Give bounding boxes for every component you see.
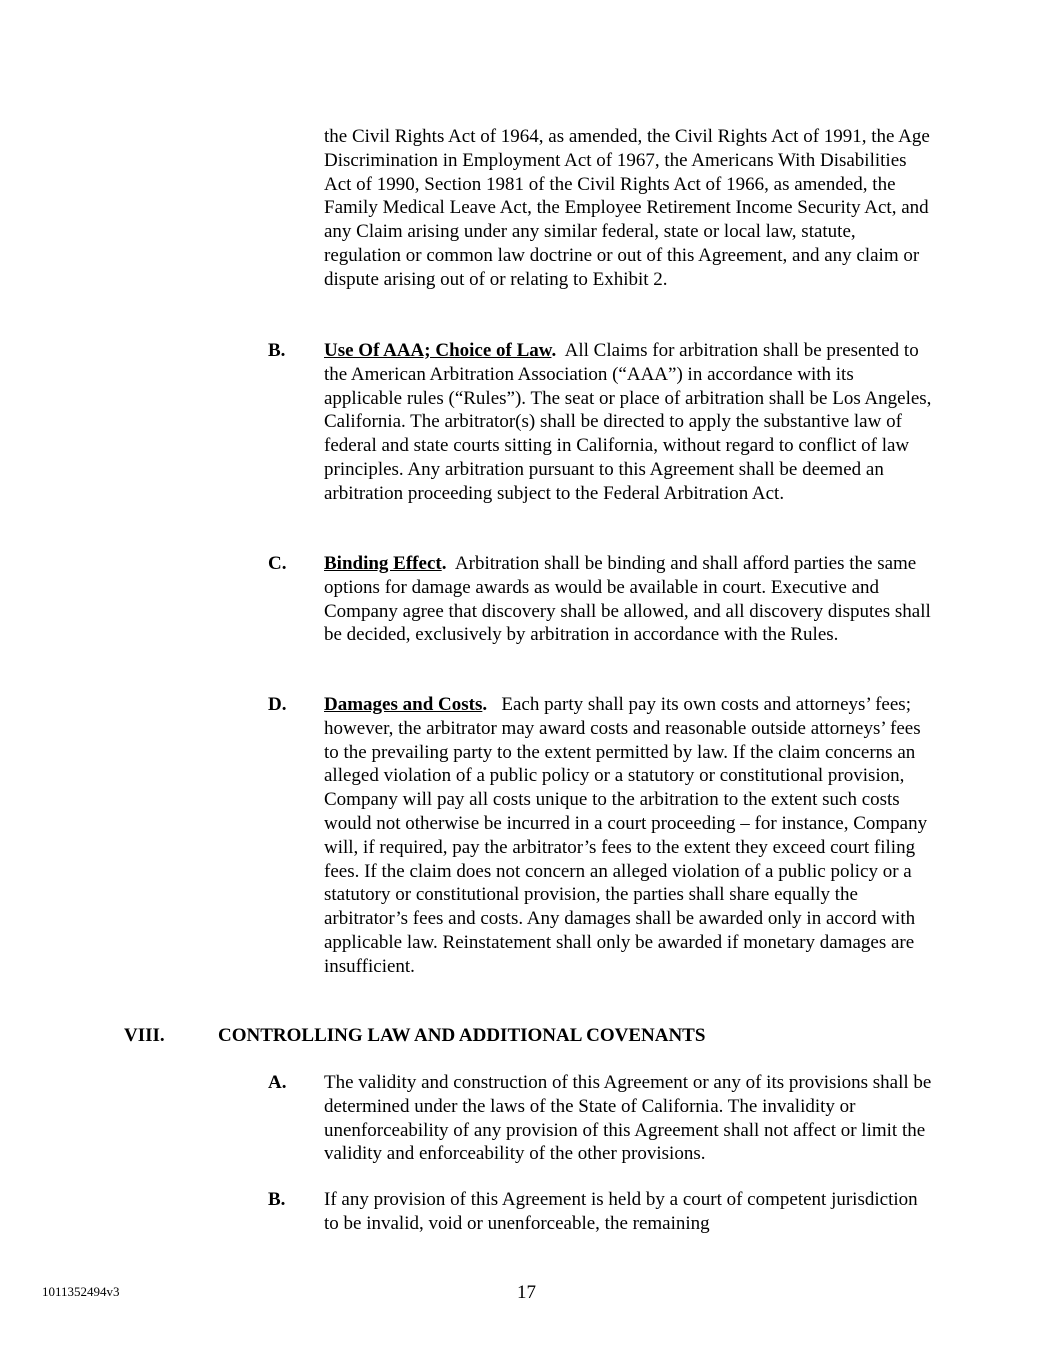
item-d-paragraph: Damages and Costs. Each party shall pay its own costs and attorneys’ fees; however, the arbitrator may award costs and reasonable outside attorneys’ fees to the prevailing party to the extent permitted by law. If the claim concerns an alleged violation of a public policy or a statutory or constitutional provision, Company will pay all costs unique to the arbitration to the extent such costs would not otherwise be incurred in a court proceeding – for instance, Company will, if required, pay the arbitrator’s fees to the extent they exceed court filing fees. If the claim does not concern an alleged violation of a public policy or a statutory or constitutional provision, the parties shall share equally the arbitrator’s fees and costs. Any damages shall be awarded only in accord with applicable law. Reinstatement shall only be awarded if monetary damages are insufficient.: [324, 694, 928, 977]
item-c-heading: Binding Effect: [324, 553, 442, 574]
item-b-heading: Use Of AAA; Choice of Law: [324, 340, 552, 361]
section-item-b-paragraph: If any provision of this Agreement is held by a court of competent jurisdiction to be invalid, void or unenforceable, the remaining: [324, 1189, 918, 1234]
item-b-paragraph: Use Of AAA; Choice of Law. All Claims for arbitration shall be presented to the American Arbitration Association (“AAA”) in accordance with its applicable rules (“Rules”). The seat or place of arbitration shall be Los Angeles, California. The arbitrator(s) shall be directed to apply the substantive law of federal and state courts sitting in California, without regard to conflict of law principles. Any arbitration pursuant to this Agreement shall be deemed an arbitration proceeding subject to the Federal Arbitration Act.: [324, 340, 932, 504]
item-d-heading: Damages and Costs: [324, 694, 483, 715]
item-c-body: Arbitration shall be binding and shall afford parties the same options for damage awards as would be available in court. Executive and Company agree that discovery shall be allowed, and all discovery disputes shall be decided, exclusively by arbitration in accordance with the Rules.: [324, 553, 931, 646]
continuation-paragraph: the Civil Rights Act of 1964, as amended, the Civil Rights Act of 1991, the Age Discrimination in Employment Act of 1967, the Americans With Disabilities Act of 1990, Section 1981 of the Civil Rights Act of 1966, as amended, the Family Medical Leave Act, the Employee Retirement Income Security Act, and any Claim arising under any similar federal, state or local law, statute, regulation or common law doctrine or out of this Agreement, and any claim or dispute arising out of or relating to Exhibit 2.: [324, 126, 930, 290]
document-id: 1011352494v3: [42, 1284, 120, 1299]
item-c-paragraph: Binding Effect. Arbitration shall be binding and shall afford parties the same options for damage awards as would be available in court. Executive and Company agree that discovery shall be allowed, and all discovery disputes shall be decided, exclusively by arbitration in accordance with the Rules.: [324, 553, 931, 646]
section-number: VIII.: [124, 1025, 165, 1046]
section-item-letter-a: A.: [268, 1072, 287, 1093]
section-item-letter-b: B.: [268, 1189, 286, 1210]
section-item-a-paragraph: The validity and construction of this Agreement or any of its provisions shall be determined under the laws of the State of California. The invalidity or unenforceability of any provision of this Agreement shall not affect or limit the validity and enforceability of the other provisions.: [324, 1072, 932, 1165]
item-letter-b: B.: [268, 340, 286, 361]
item-letter-d: D.: [268, 694, 287, 715]
item-d-body: Each party shall pay its own costs and attorneys’ fees; however, the arbitrator may award costs and reasonable outside attorneys’ fees to the prevailing party to the extent permitted by law. If the claim concerns an alleged violation of a public policy or a statutory or constitutional provision, Company will pay all costs unique to the arbitration to the extent such costs would not otherwise be incurred in a court proceeding – for instance, Company will, if required, pay the arbitrator’s fees to the extent they exceed court filing fees. If the claim does not concern an alleged violation of a public policy or a statutory or constitutional provision, the parties shall share equally the arbitrator’s fees and costs. Any damages shall be awarded only in accord with applicable law. Reinstatement shall only be awarded if monetary damages are insufficient.: [324, 694, 928, 977]
section-title: CONTROLLING LAW AND ADDITIONAL COVENANTS: [218, 1025, 706, 1046]
page-number: 17: [517, 1282, 536, 1303]
item-b-body: All Claims for arbitration shall be presented to the American Arbitration Association (“AAA”) in accordance with its applicable rules (“Rules”). The seat or place of arbitration shall be Los Angeles, California. The arbitrator(s) shall be directed to apply the substantive law of federal and state courts sitting in California, without regard to conflict of law principles. Any arbitration pursuant to this Agreement shall be deemed an arbitration proceeding subject to the Federal Arbitration Act.: [324, 340, 932, 504]
item-letter-c: C.: [268, 553, 287, 574]
